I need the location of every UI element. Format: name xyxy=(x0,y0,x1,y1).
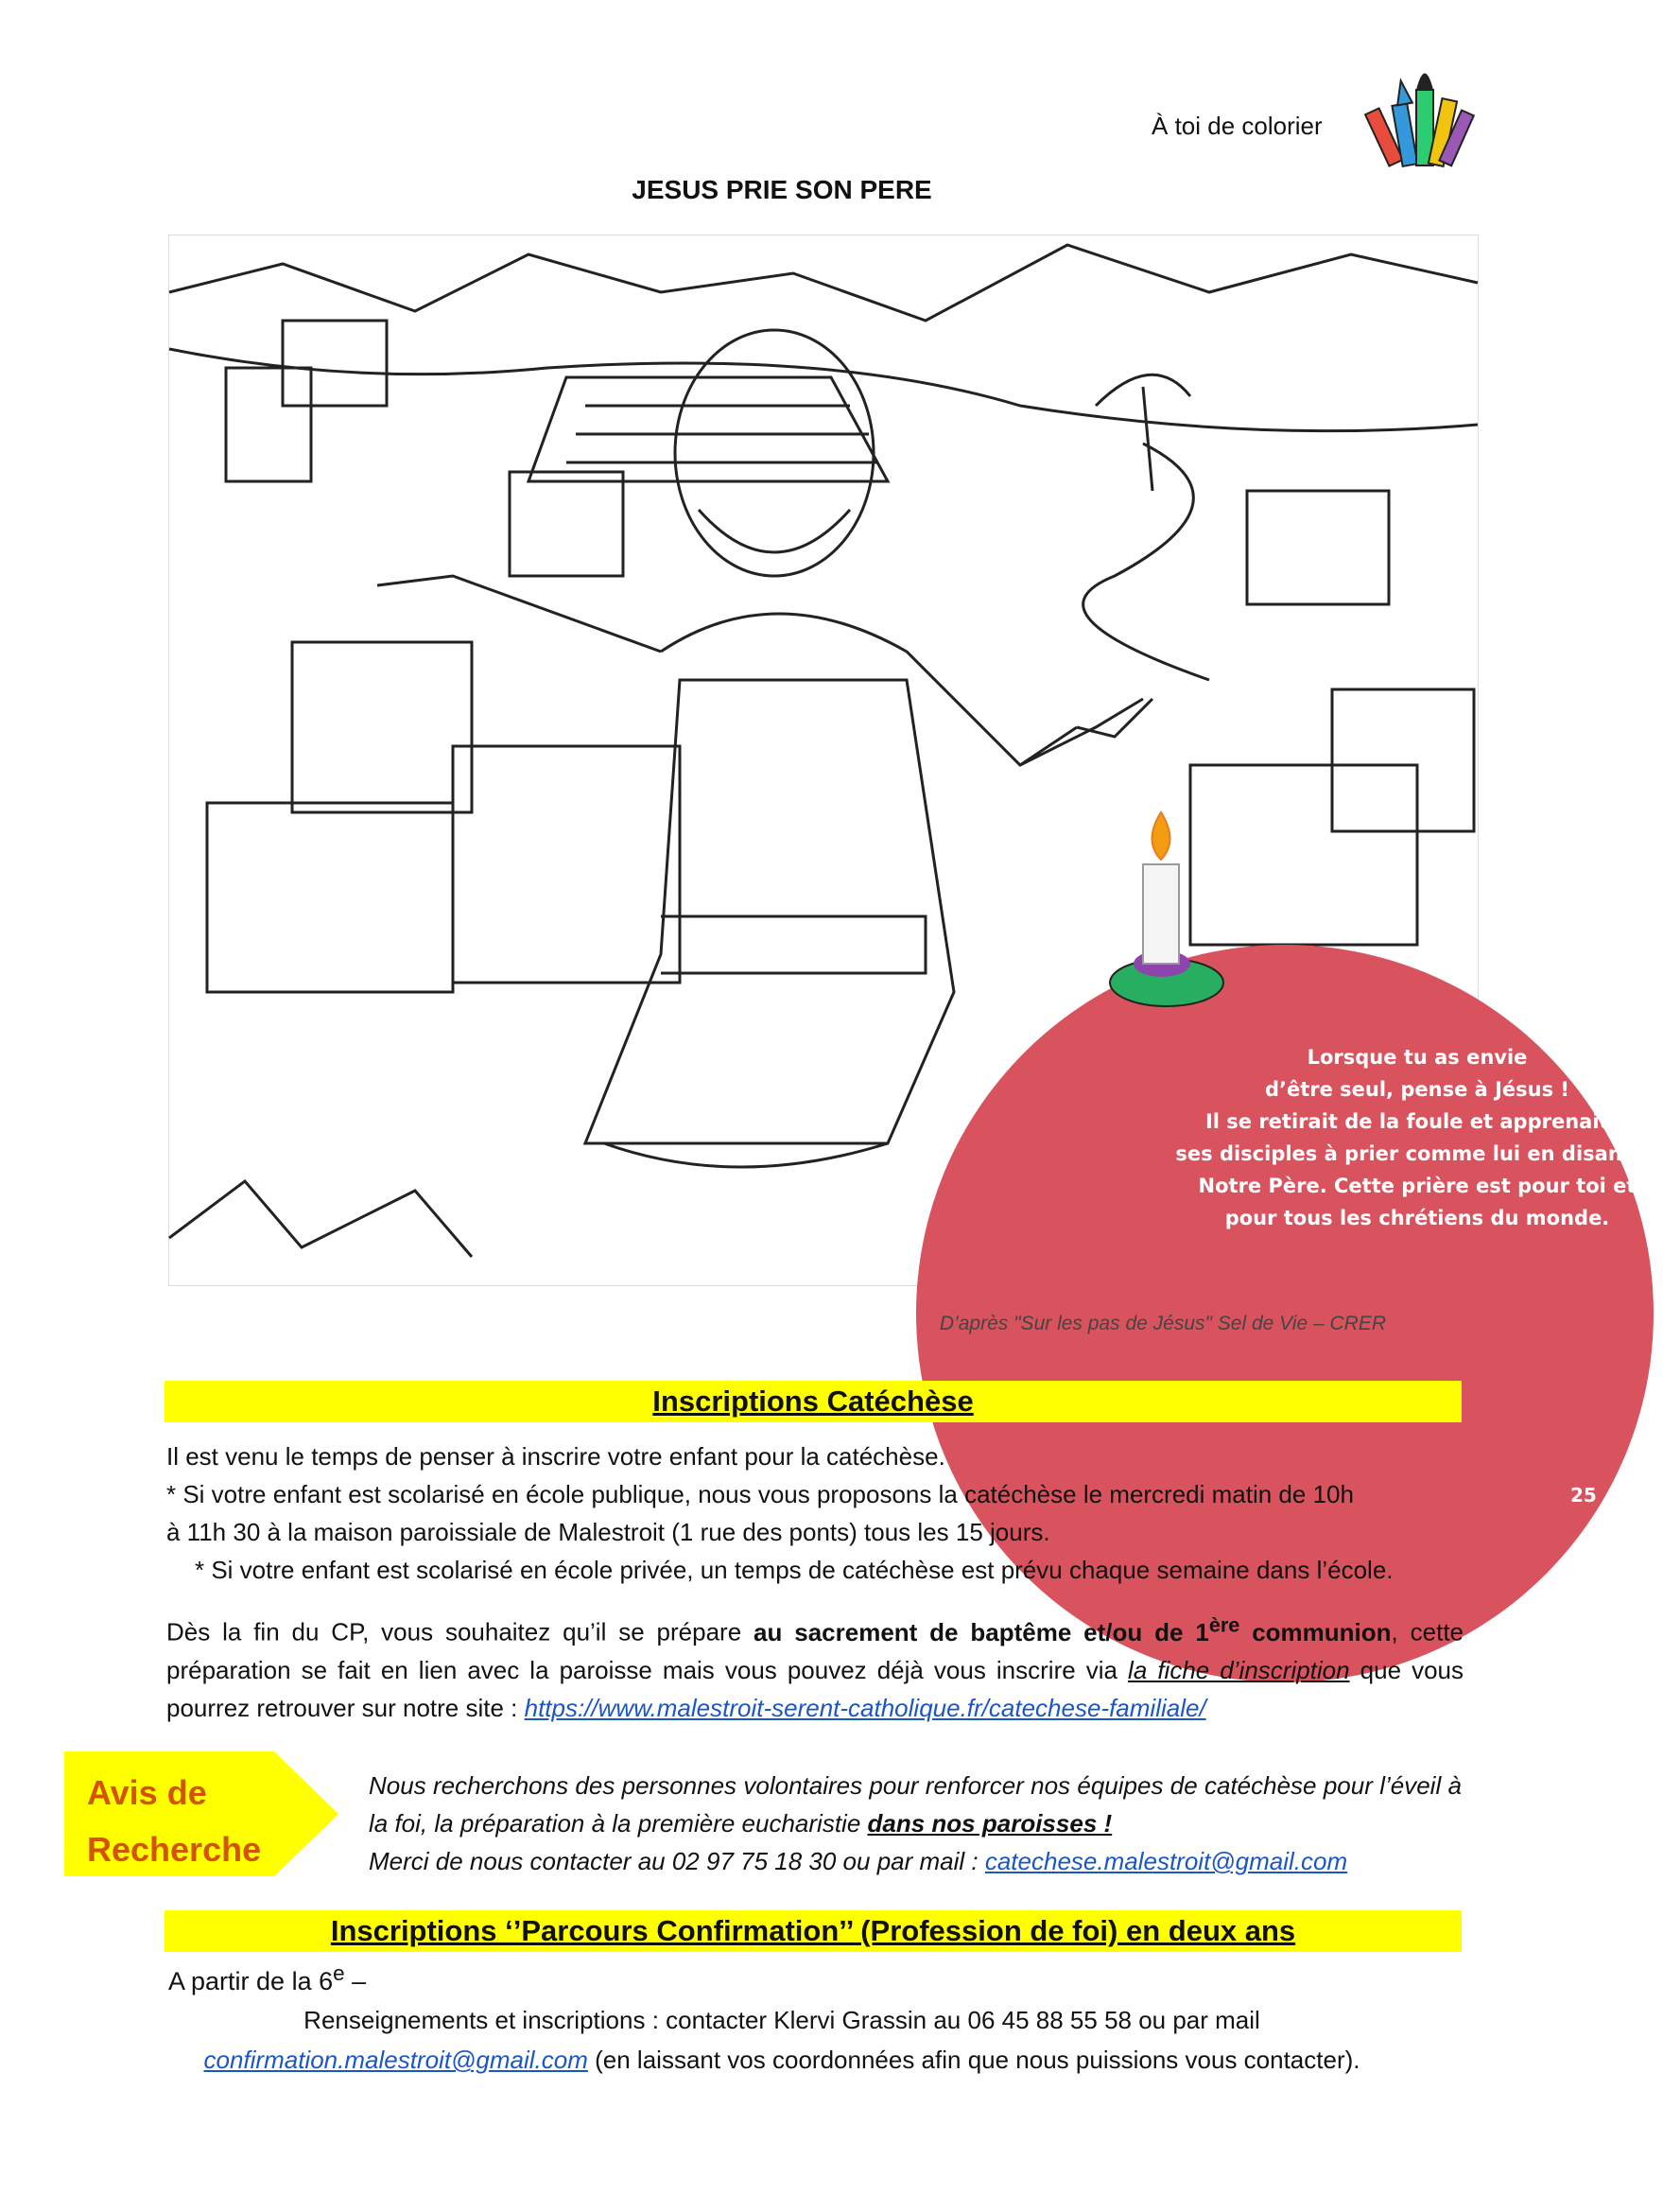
conf-line1-sup: e xyxy=(333,1961,345,1985)
avis-label xyxy=(87,1765,261,1878)
avis-text xyxy=(369,1767,1462,1880)
catechese-paragraph xyxy=(166,1437,1464,1589)
quote-line: Lorsque tu as envie xyxy=(1307,1046,1528,1069)
header-caption: À toi de colorier xyxy=(1152,112,1323,140)
conf-line3-rest: (en laissant vos coordonnées afin que nous puissions vous contacter). xyxy=(587,2046,1360,2074)
confirmation-heading-text: Inscriptions ‘’Parcours Confirmation’’ (Profession de foi) en deux ans xyxy=(330,1914,1296,1947)
catechese-line: à 11h 30 à la maison paroissiale de Malestroit (1 rue des ponts) tous les 15 jours. xyxy=(166,1518,1050,1546)
page-title: JESUS PRIE SON PERE xyxy=(632,175,932,204)
avis-contact: Merci de nous contacter au 02 97 75 18 30 ou par mail : xyxy=(369,1847,985,1875)
p2-bold-a: au sacrement de baptême et/ou de 1 xyxy=(754,1617,1209,1646)
candle-icon xyxy=(1110,812,1223,1006)
image-credit: D’après "Sur les pas de Jésus" Sel de Vie – CRER xyxy=(939,1313,1386,1334)
catechese-email-link[interactable]: catechese.malestroit@gmail.com xyxy=(984,1847,1348,1875)
paint-brushes-pencils-icon xyxy=(1369,52,1473,175)
site-url-link[interactable]: https://www.malestroit-serent-catholique.fr/catechese-familiale/ xyxy=(524,1693,1206,1722)
catechese-heading-text: Inscriptions Catéchèse xyxy=(652,1385,974,1418)
conf-line1-b: – xyxy=(344,1967,367,1995)
quote-line: ses disciples à prier comme lui en disant le xyxy=(1175,1142,1659,1165)
catechese-sacrement-paragraph xyxy=(166,1606,1464,1727)
p2-end: que vous pourrez retrouver sur notre site : xyxy=(166,1655,1464,1722)
catechese-line: Il est venu le temps de penser à inscrire votre enfant pour la catéchèse. xyxy=(166,1442,945,1471)
quote-line: pour tous les chrétiens du monde. xyxy=(1224,1207,1610,1229)
avis-label-line: Recherche xyxy=(87,1830,262,1869)
p2-start: Dès la fin du CP, vous souhaitez qu’il se prépare xyxy=(166,1617,754,1646)
confirmation-contact-line: Renseignements et inscriptions : contacter Klervi Grassin au 06 45 88 55 58 ou par mail xyxy=(303,2006,1260,2034)
catechese-heading xyxy=(165,1381,1462,1422)
avis-text-bold: dans nos paroisses ! xyxy=(867,1809,1113,1838)
p2-bold xyxy=(754,1612,1392,1646)
confirmation-email-link[interactable]: confirmation.malestroit@gmail.com xyxy=(203,2046,588,2074)
quote-line: Il se retirait de la foule et apprenait à xyxy=(1204,1110,1630,1133)
p2-bold-sup: ère xyxy=(1208,1612,1240,1636)
page-number: 25 xyxy=(1570,1484,1597,1507)
fiche-inscription-link[interactable]: la fiche d’inscription xyxy=(1128,1655,1350,1684)
conf-line1-a: A partir de la 6 xyxy=(168,1967,334,1995)
p2-bold-b: communion xyxy=(1239,1617,1392,1646)
quote-text xyxy=(1171,1041,1663,1234)
quote-line: Notre Père. Cette prière est pour toi et xyxy=(1198,1175,1637,1197)
catechese-line: * Si votre enfant est scolarisé en école publique, nous vous proposons la catéchèse le mercredi matin de 10h xyxy=(166,1480,1354,1508)
avis-text-a: Nous recherchons des personnes volontaires pour renforcer nos équipes de catéchèse pour l’éveil à la foi, la préparation à la première eucharistie xyxy=(369,1771,1462,1838)
catechese-line: * Si votre enfant est scolarisé en école privée, un temps de catéchèse est prévu chaque semaine dans l’école. xyxy=(195,1556,1394,1584)
confirmation-email-line xyxy=(0,2041,1564,2079)
avis-label-line: Avis de xyxy=(87,1773,207,1812)
confirmation-line xyxy=(168,1961,366,1996)
confirmation-heading xyxy=(165,1910,1462,1952)
quote-line: d’être seul, pense à Jésus ! xyxy=(1264,1078,1570,1101)
p2-mid: , cette préparation se fait en lien avec la paroisse mais vous pouvez déjà vous inscrire via xyxy=(166,1617,1464,1684)
